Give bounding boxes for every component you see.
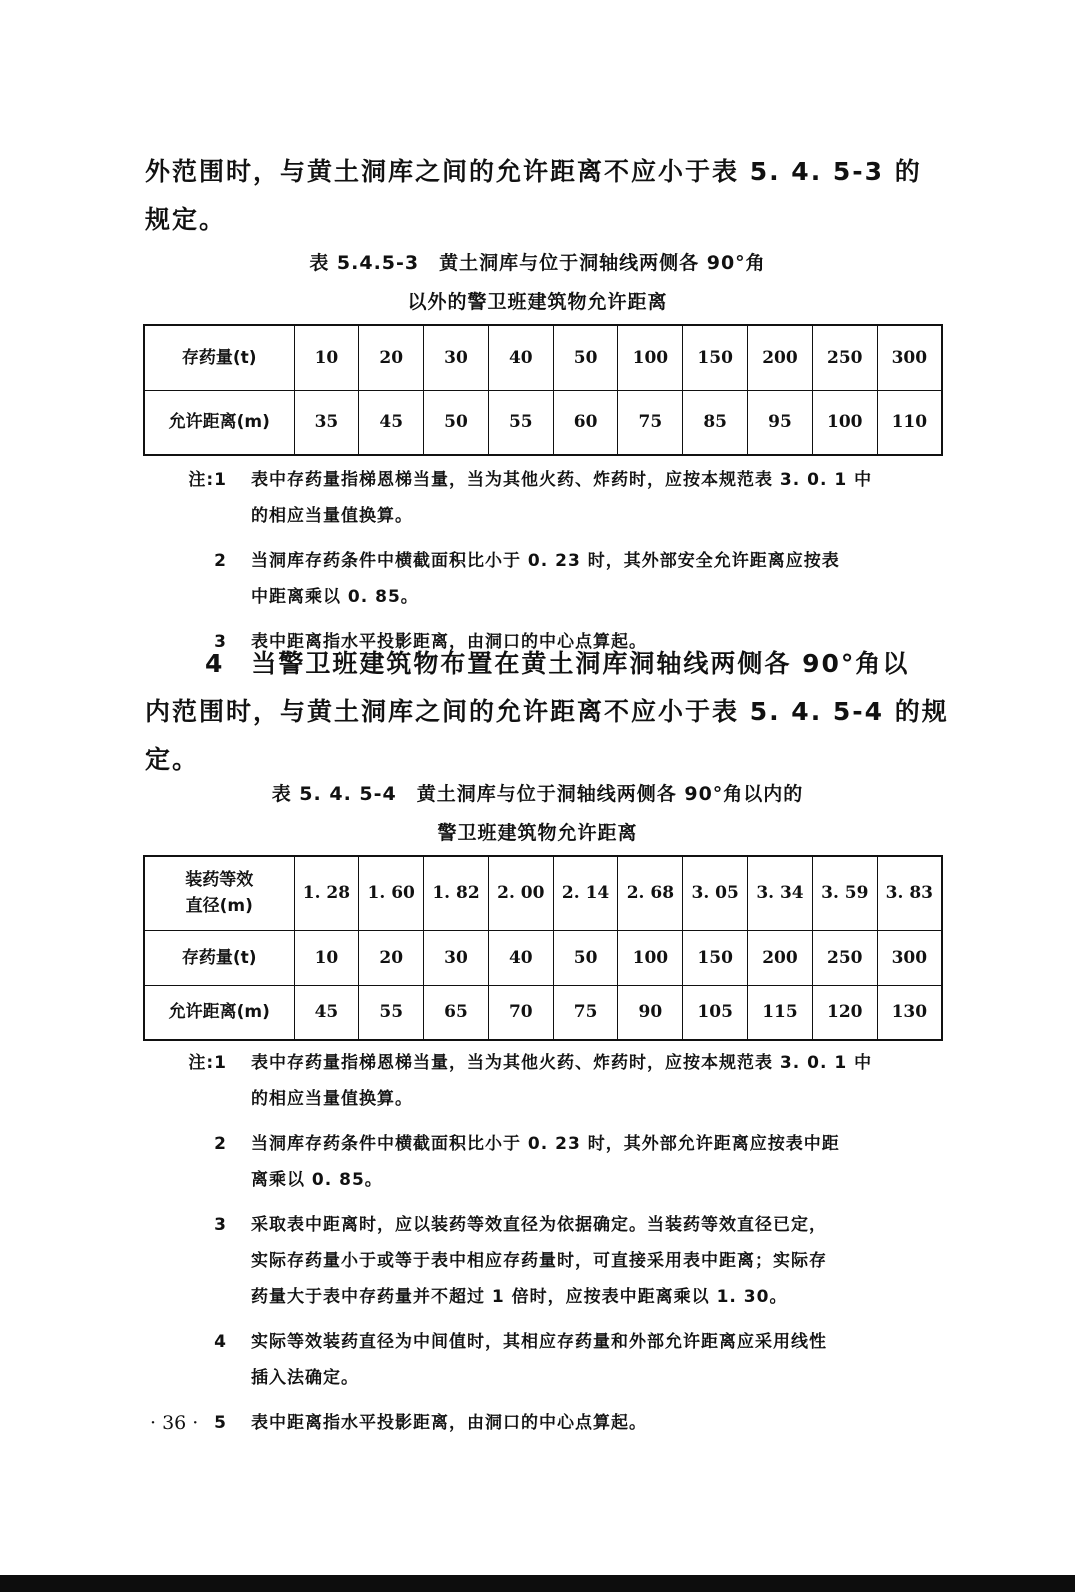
table-cell: 105: [683, 985, 748, 1040]
table-cell: 130: [877, 985, 942, 1040]
table-cell: 250: [812, 930, 877, 985]
table-cell: 75: [553, 985, 618, 1040]
note-item: [185, 1324, 955, 1396]
note-line: 实际等效装药直径为中间值时，其相应存药量和外部允许距离应采用线性: [251, 1332, 827, 1352]
table-cell: 65: [424, 985, 489, 1040]
row-header: [144, 856, 294, 930]
table-cell: 30: [424, 930, 489, 985]
table-cell: 60: [553, 390, 618, 455]
table-cell: 55: [488, 390, 553, 455]
table-cell: 200: [748, 325, 813, 390]
table-cell: 100: [812, 390, 877, 455]
row-header: 允许距离(m): [144, 390, 294, 455]
table-cell: 10: [294, 930, 359, 985]
table-cell: 1. 60: [359, 856, 424, 930]
table-5-4-5-3: [143, 324, 943, 456]
table-cell: 2. 14: [553, 856, 618, 930]
table-cell: 45: [294, 985, 359, 1040]
table-cell: 1. 82: [424, 856, 489, 930]
note-line: 表中距离指水平投影距离，由洞口的中心点算起。: [251, 632, 647, 652]
table-cell: 3. 83: [877, 856, 942, 930]
row-header: 存药量(t): [144, 930, 294, 985]
table-row: [144, 856, 942, 930]
note-line: 的相应当量值换算。: [251, 1089, 413, 1109]
table-cell: 75: [618, 390, 683, 455]
table1-notes: [185, 462, 955, 669]
table-cell: 40: [488, 325, 553, 390]
note-item: [185, 543, 955, 615]
paragraph-line: 规定。: [145, 205, 227, 234]
table1-caption-line1: 表 5.4.5-3 黄土洞库与位于洞轴线两侧各 90°角: [309, 252, 766, 274]
note-number: 5: [214, 1413, 227, 1433]
table-cell: 150: [683, 325, 748, 390]
note-number: 注:1: [188, 1053, 227, 1073]
table-cell: 20: [359, 325, 424, 390]
page-number: · 36 ·: [150, 1412, 199, 1434]
table-cell: 1. 28: [294, 856, 359, 930]
table-cell: 85: [683, 390, 748, 455]
table-cell: 300: [877, 325, 942, 390]
note-number: 4: [214, 1332, 227, 1352]
table2-caption-line2: 警卫班建筑物允许距离: [437, 822, 638, 844]
table-cell: 10: [294, 325, 359, 390]
table2-caption-line1: 表 5. 4. 5-4 黄土洞库与位于洞轴线两侧各 90°角以内的: [271, 783, 804, 805]
table-cell: 250: [812, 325, 877, 390]
note-line: 离乘以 0. 85。: [251, 1170, 383, 1190]
table-cell: 50: [424, 390, 489, 455]
note-line: 表中存药量指梯恩梯当量，当为其他火药、炸药时，应按本规范表 3. 0. 1 中: [251, 1053, 873, 1073]
paragraph-line: 4 当警卫班建筑物布置在黄土洞库洞轴线两侧各 90°角以: [205, 649, 910, 678]
table-cell: 30: [424, 325, 489, 390]
note-item: [185, 1126, 955, 1198]
note-line: 插入法确定。: [251, 1368, 359, 1388]
table-cell: 150: [683, 930, 748, 985]
note-number: 3: [214, 632, 227, 652]
paragraph-line: 外范围时，与黄土洞库之间的允许距离不应小于表 5. 4. 5-3 的: [145, 157, 922, 186]
table-cell: 3. 05: [683, 856, 748, 930]
scan-edge-bar: [0, 1575, 1075, 1592]
note-number: 2: [214, 1134, 227, 1154]
table-cell: 120: [812, 985, 877, 1040]
note-item: [185, 462, 955, 534]
note-line: 表中距离指水平投影距离，由洞口的中心点算起。: [251, 1413, 647, 1433]
table-row: [144, 985, 942, 1040]
paragraph-line: 定。: [145, 745, 200, 774]
table-cell: 3. 34: [748, 856, 813, 930]
table-cell: 2. 00: [488, 856, 553, 930]
table-cell: 40: [488, 930, 553, 985]
note-line: 表中存药量指梯恩梯当量，当为其他火药、炸药时，应按本规范表 3. 0. 1 中: [251, 470, 873, 490]
table-cell: 110: [877, 390, 942, 455]
note-line: 当洞库存药条件中横截面积比小于 0. 23 时，其外部允许距离应按表中距: [251, 1134, 840, 1154]
note-line: 的相应当量值换算。: [251, 506, 413, 526]
table-row: [144, 390, 942, 455]
row-header-line: 直径(m): [185, 896, 253, 917]
table2-notes: [185, 1045, 955, 1450]
row-header: 存药量(t): [144, 325, 294, 390]
table-cell: 50: [553, 325, 618, 390]
table-cell: 200: [748, 930, 813, 985]
note-item: [185, 1045, 955, 1117]
table-cell: 100: [618, 325, 683, 390]
table-cell: 20: [359, 930, 424, 985]
note-item: [185, 1207, 955, 1315]
note-number: 2: [214, 551, 227, 571]
table-row: [144, 325, 942, 390]
table-cell: 2. 68: [618, 856, 683, 930]
note-line: 中距离乘以 0. 85。: [251, 587, 419, 607]
note-number: 3: [214, 1215, 227, 1235]
note-number: 注:1: [188, 470, 227, 490]
note-line: 采取表中距离时，应以装药等效直径为依据确定。当装药等效直径已定，: [251, 1215, 827, 1235]
table1-caption-line2: 以外的警卫班建筑物允许距离: [407, 291, 668, 313]
table-cell: 300: [877, 930, 942, 985]
paragraph-item-4: [145, 640, 949, 784]
note-line: 实际存药量小于或等于表中相应存药量时，可直接采用表中距离；实际存: [251, 1251, 827, 1271]
paragraph-line: 内范围时，与黄土洞库之间的允许距离不应小于表 5. 4. 5-4 的规: [145, 697, 949, 726]
table-cell: 35: [294, 390, 359, 455]
table-row: [144, 930, 942, 985]
row-header: 允许距离(m): [144, 985, 294, 1040]
table-5-4-5-4: [143, 855, 943, 1041]
table-cell: 3. 59: [812, 856, 877, 930]
table-cell: 50: [553, 930, 618, 985]
table-cell: 45: [359, 390, 424, 455]
paragraph-intro: [145, 148, 945, 244]
table-cell: 55: [359, 985, 424, 1040]
table-cell: 115: [748, 985, 813, 1040]
note-item: [185, 1405, 955, 1441]
table-cell: 95: [748, 390, 813, 455]
row-header-line: 装药等效: [185, 870, 254, 891]
table-cell: 70: [488, 985, 553, 1040]
table-cell: 90: [618, 985, 683, 1040]
note-line: 当洞库存药条件中横截面积比小于 0. 23 时，其外部安全允许距离应按表: [251, 551, 840, 571]
note-line: 药量大于表中存药量并不超过 1 倍时，应按表中距离乘以 1. 30。: [251, 1287, 788, 1307]
table-cell: 100: [618, 930, 683, 985]
